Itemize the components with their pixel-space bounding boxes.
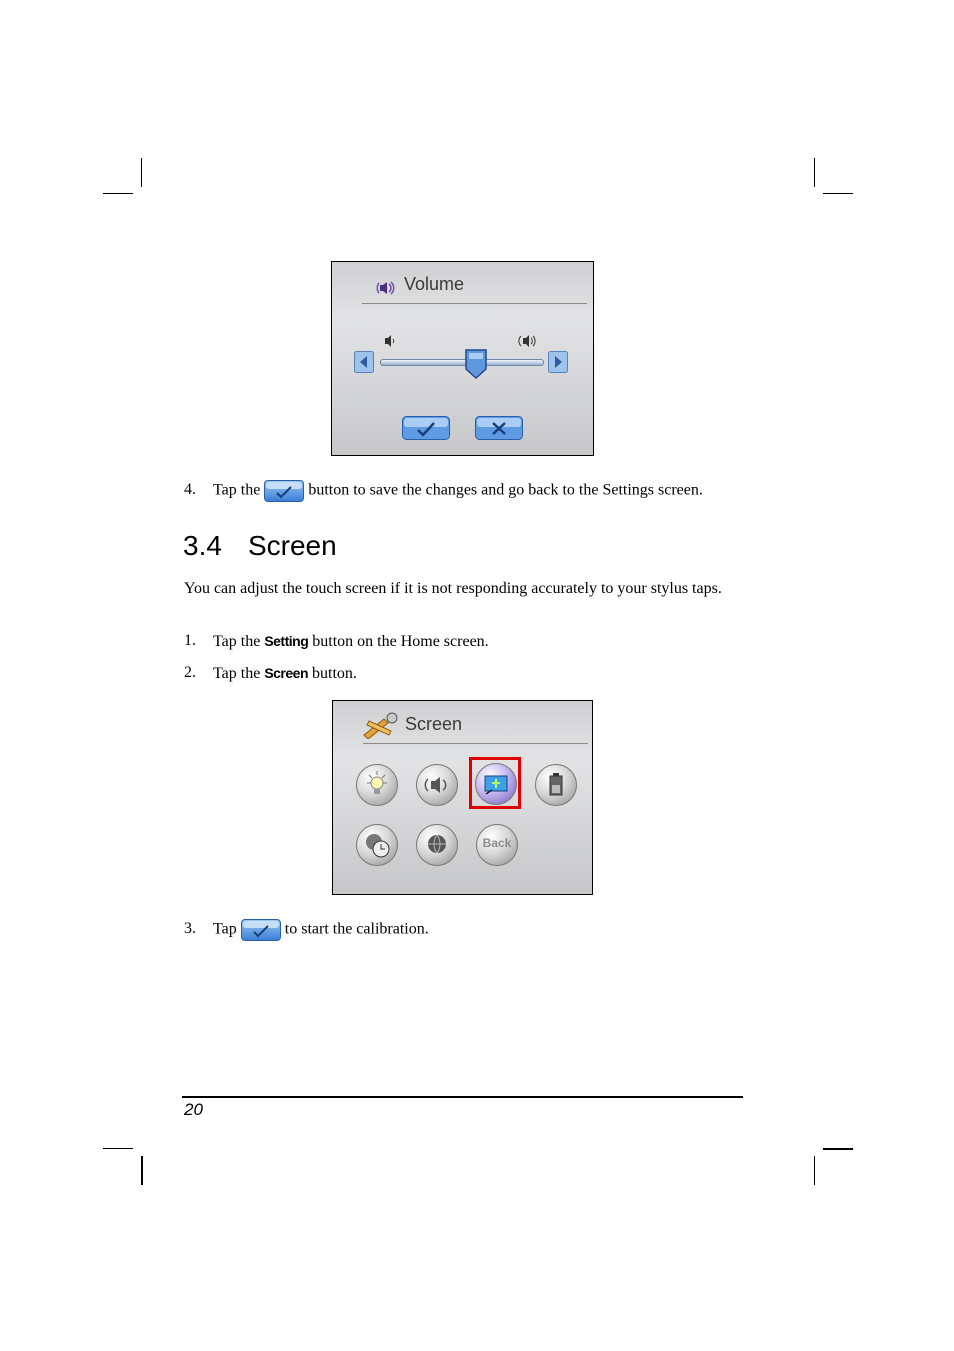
step-text-after: button on the Home screen. [312,633,489,650]
crop-mark [103,193,133,194]
step-text-before: Tap [213,920,237,938]
step-text-before: Tap the [213,633,261,650]
crop-mark [103,1148,133,1149]
back-button[interactable] [476,824,518,866]
step-2 [184,663,754,683]
section-number: 3.4 [183,530,222,561]
divider [362,303,587,304]
step-number: 1. [184,632,196,649]
crop-mark [141,1156,143,1185]
speaker-low-icon [382,333,398,354]
step-3 [184,919,754,939]
volume-title: Volume [404,274,465,294]
crop-mark [814,158,815,187]
language-button[interactable] [416,824,458,866]
crop-mark [823,1148,853,1150]
step-keyword: Setting [264,633,309,649]
section-title: Screen [247,530,337,561]
step-text-after: button. [312,665,357,682]
backlight-button[interactable] [356,764,398,806]
step-text-before: Tap the [213,665,261,682]
tools-icon [361,711,401,744]
step-number: 3. [184,920,196,937]
screen-menu-title: Screen [405,714,463,734]
crop-mark [814,1156,815,1185]
clock-icon [357,825,397,865]
ok-button-icon [241,919,281,941]
volume-slider-thumb[interactable] [465,349,487,384]
screen-menu-screenshot [332,700,593,895]
speaker-icon [417,765,457,805]
ok-button-icon [264,480,304,502]
step-text-after: button to save the changes and go back to the Settings screen. [308,481,703,499]
section-heading [183,530,337,562]
crop-mark [823,193,853,194]
speaker-high-icon [518,333,538,354]
globe-icon [417,825,457,865]
footer-rule [182,1096,743,1098]
page-number: 20 [184,1100,203,1119]
intro-paragraph: You can adjust the touch screen if it is not responding accurately to your stylus taps. [184,580,722,597]
back-label: Back [482,836,512,850]
step-4 [184,480,754,500]
step-number: 4. [184,481,196,498]
step-number: 2. [184,664,196,681]
screen-icon [476,764,516,804]
step-keyword: Screen [264,665,309,681]
battery-button[interactable] [535,764,577,806]
datetime-button[interactable] [356,824,398,866]
lightbulb-icon [357,765,397,805]
volume-screenshot [331,261,594,456]
volume-icon [376,278,396,303]
cancel-button[interactable] [475,416,523,445]
crop-mark [141,158,142,187]
step-1 [184,631,754,651]
volume-slider-track[interactable] [380,359,544,366]
volume-right-arrow[interactable] [548,351,568,378]
step-text-after: to start the calibration. [284,920,429,938]
screen-calibration-button[interactable] [475,763,517,805]
ok-button[interactable] [402,416,450,445]
battery-icon [536,765,576,805]
step-text-before: Tap the [213,481,261,499]
volume-left-arrow[interactable] [354,351,374,378]
volume-button[interactable] [416,764,458,806]
divider [363,743,588,744]
